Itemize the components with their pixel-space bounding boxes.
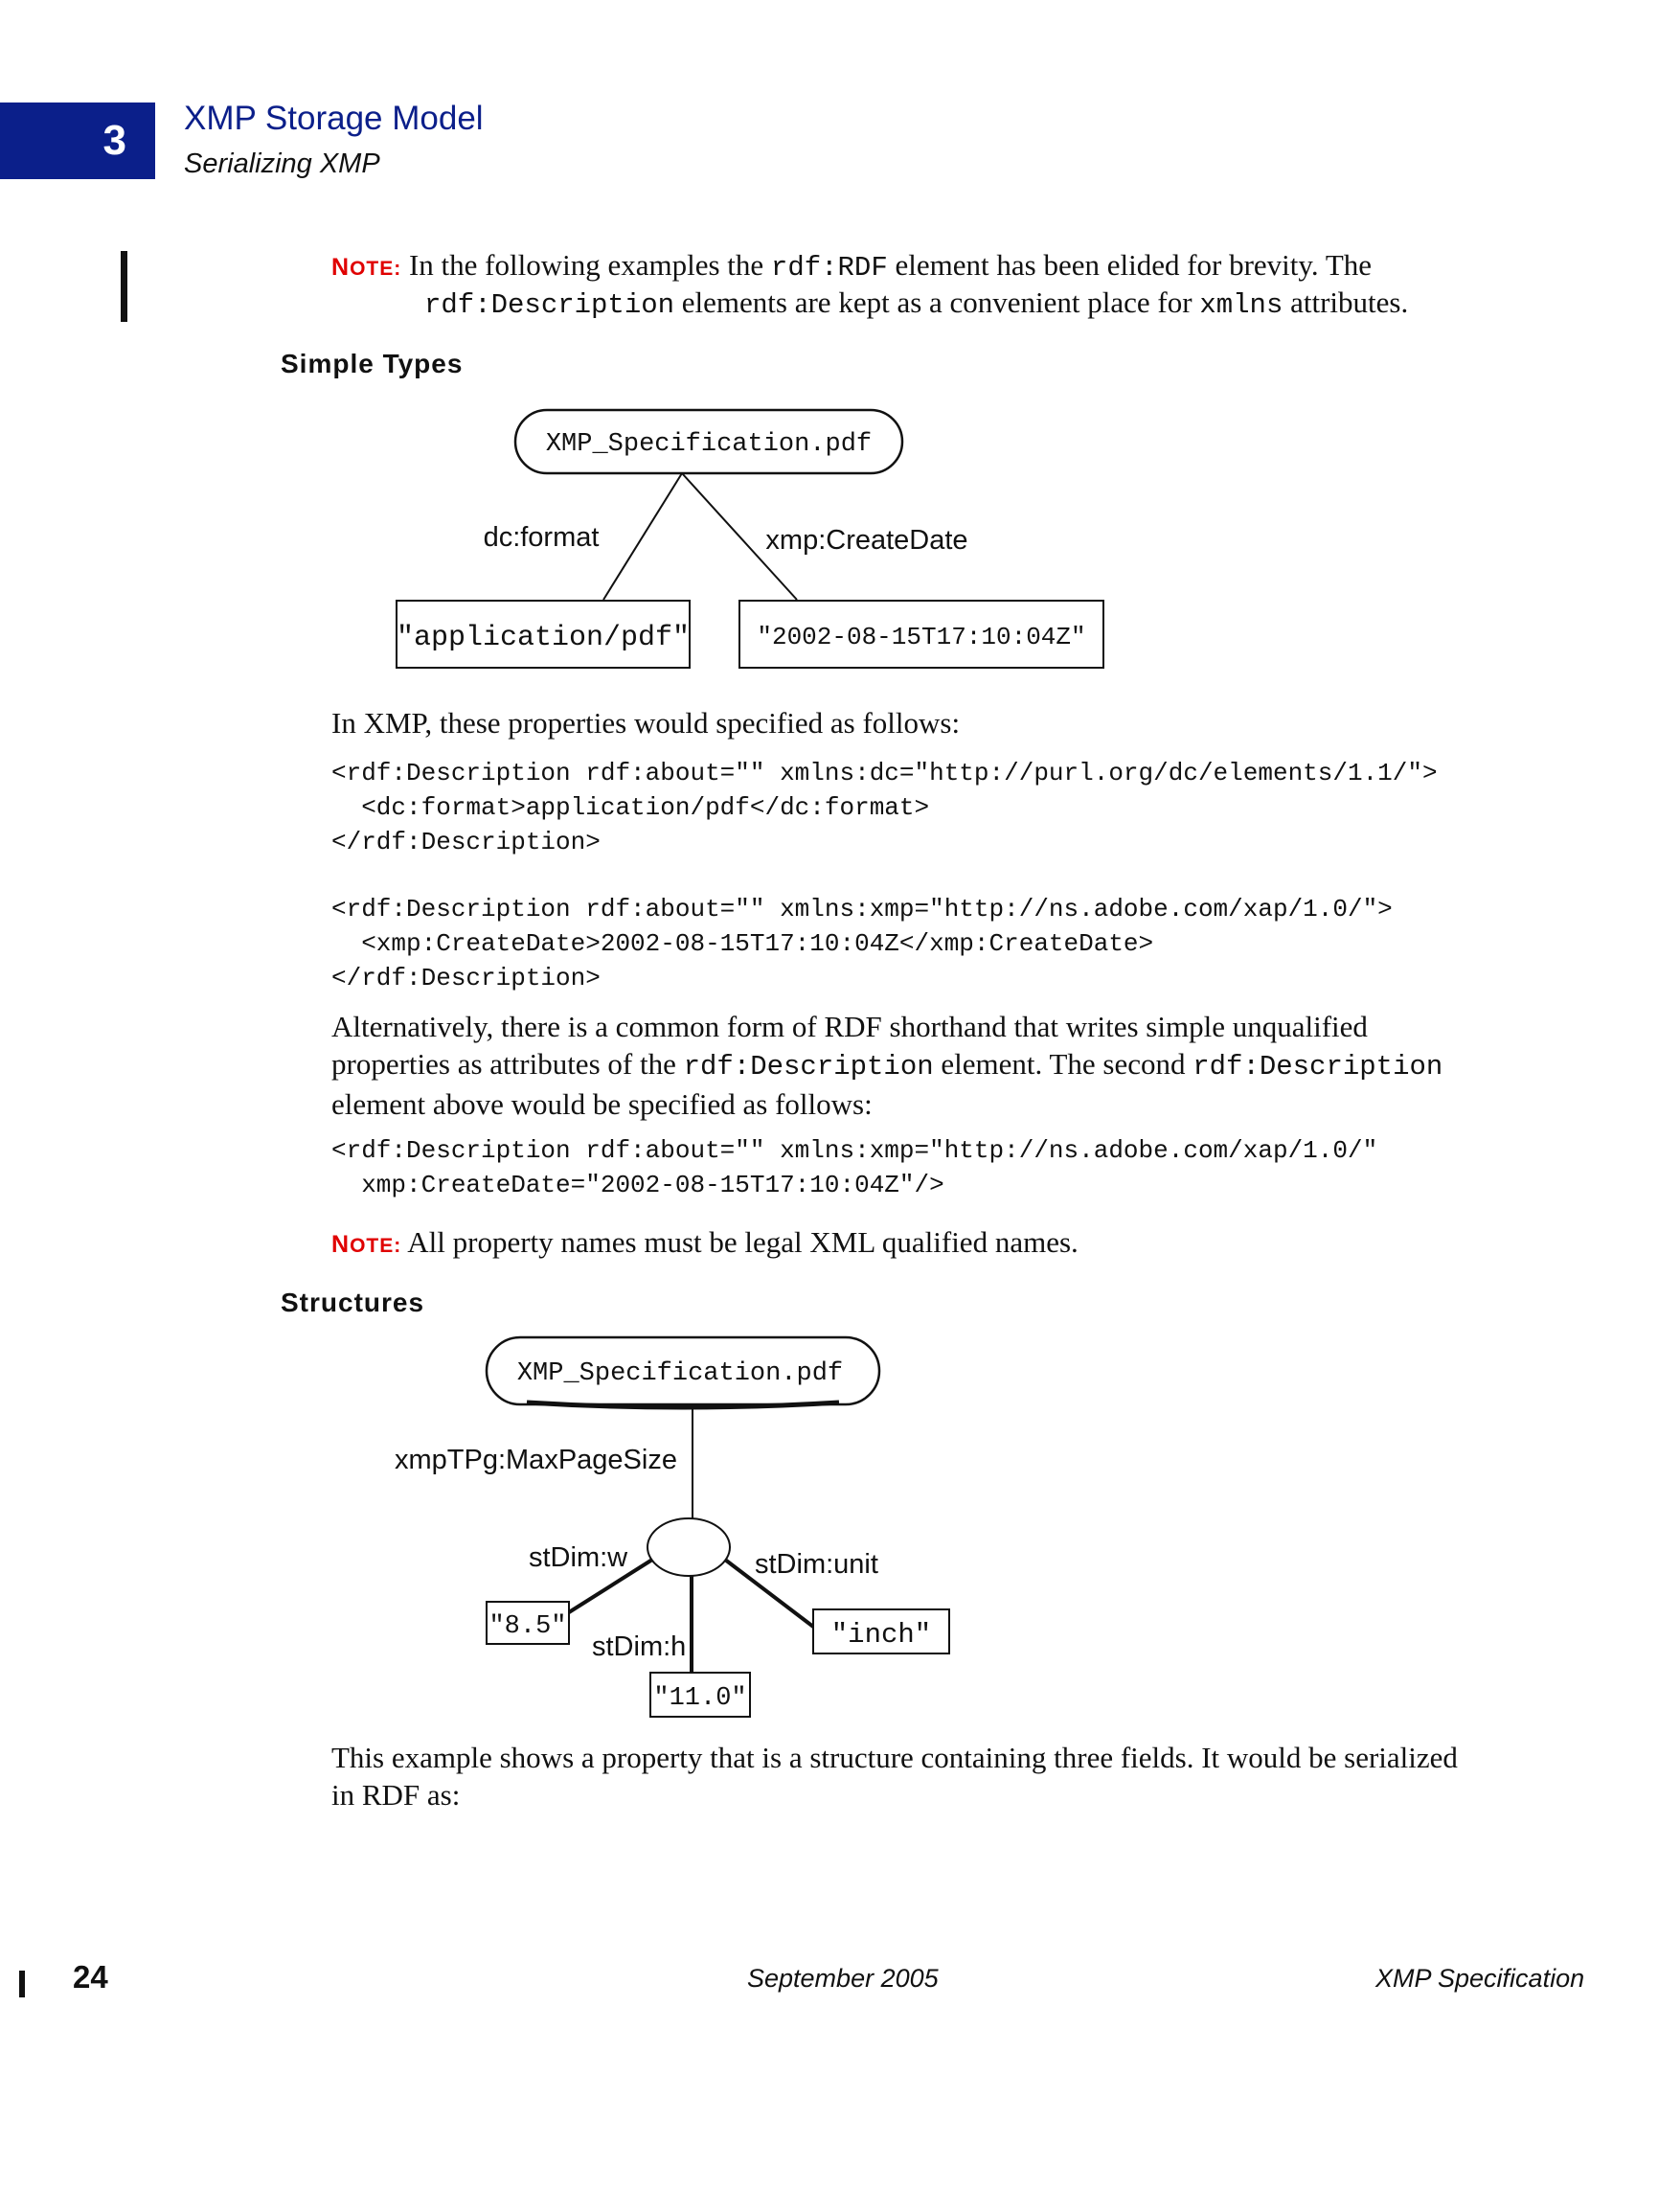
section-heading-structures: Structures bbox=[281, 1288, 425, 1317]
code-block-3: <rdf:Description rdf:about="" xmlns:xmp="http://ns.adobe.com/xap/1.0/" xmp:CreateDate="2002-08-15T17:10:04Z"/> bbox=[331, 1136, 1378, 1199]
chapter-title: XMP Storage Model bbox=[184, 100, 484, 137]
alternative-paragraph bbox=[331, 1008, 1557, 1123]
leaf-left-label: "application/pdf" bbox=[396, 622, 691, 654]
code-block-2: <rdf:Description rdf:about="" xmlns:xmp="http://ns.adobe.com/xap/1.0/"> <xmp:CreateDate>2002-08-15T17:10:04Z</xmp:CreateDate> </rdf:Description> bbox=[331, 895, 1393, 992]
edge-left-label: dc:format bbox=[483, 522, 600, 553]
closing-paragraph bbox=[331, 1739, 1577, 1813]
alt-line-3: element above would be specified as follows: bbox=[331, 1087, 873, 1121]
leaf-w-label: "8.5" bbox=[488, 1612, 567, 1641]
root-node-label: XMP_Specification.pdf bbox=[516, 1359, 844, 1388]
edge-left bbox=[603, 473, 682, 600]
alt-line-1: Alternatively, there is a common form of RDF shorthand that writes simple unqualified bbox=[331, 1010, 1368, 1043]
change-bar bbox=[121, 251, 127, 322]
struct-node bbox=[647, 1518, 730, 1576]
edge-root-label: xmpTPg:MaxPageSize bbox=[395, 1445, 677, 1475]
edge-right-label: xmp:CreateDate bbox=[765, 525, 968, 556]
note-label: NOTE: bbox=[331, 254, 402, 281]
section-title: Serializing XMP bbox=[184, 148, 380, 179]
closing-line-2: in RDF as: bbox=[331, 1778, 461, 1812]
leaf-h-label: "11.0" bbox=[653, 1684, 747, 1713]
leaf-right-label: "2002-08-15T17:10:04Z" bbox=[757, 623, 1086, 651]
footer-doc-title: XMP Specification bbox=[1375, 1964, 1585, 1993]
root-node-label: XMP_Specification.pdf bbox=[545, 430, 873, 459]
simple-types-diagram bbox=[383, 402, 1130, 680]
section-heading-simple-types: Simple Types bbox=[281, 349, 464, 378]
note-1-line-2: rdf:Description elements are kept as a convenient place for xmlns attributes. bbox=[424, 285, 1409, 321]
structures-diagram bbox=[383, 1332, 977, 1724]
chapter-number: 3 bbox=[102, 117, 126, 164]
closing-line-1: This example shows a property that is a structure containing three fields. It would be serialized bbox=[331, 1741, 1458, 1774]
footer-change-bar bbox=[19, 1971, 25, 1997]
intro-paragraph: In XMP, these properties would specified as follows: bbox=[331, 706, 961, 740]
code-block-1: <rdf:Description rdf:about="" xmlns:dc="http://purl.org/dc/elements/1.1/"> <dc:format>application/pdf</dc:format> </rdf:Description> bbox=[331, 759, 1438, 856]
page-number: 24 bbox=[73, 1959, 108, 1995]
edge-h-label: stDim:h bbox=[592, 1631, 687, 1662]
note-2: NOTE: All property names must be legal XML qualified names. bbox=[331, 1225, 1079, 1259]
leaf-unit-label: "inch" bbox=[830, 1619, 932, 1651]
note-1: NOTE: In the following examples the rdf:RDF element has been elided for brevity. The bbox=[331, 248, 1373, 284]
footer-date: September 2005 bbox=[747, 1964, 939, 1993]
note-label: NOTE: bbox=[331, 1231, 402, 1258]
edge-unit-label: stDim:unit bbox=[755, 1549, 878, 1580]
alt-line-2: properties as attributes of the rdf:Description element. The second rdf:Description bbox=[331, 1047, 1443, 1083]
edge-w-label: stDim:w bbox=[529, 1542, 628, 1573]
